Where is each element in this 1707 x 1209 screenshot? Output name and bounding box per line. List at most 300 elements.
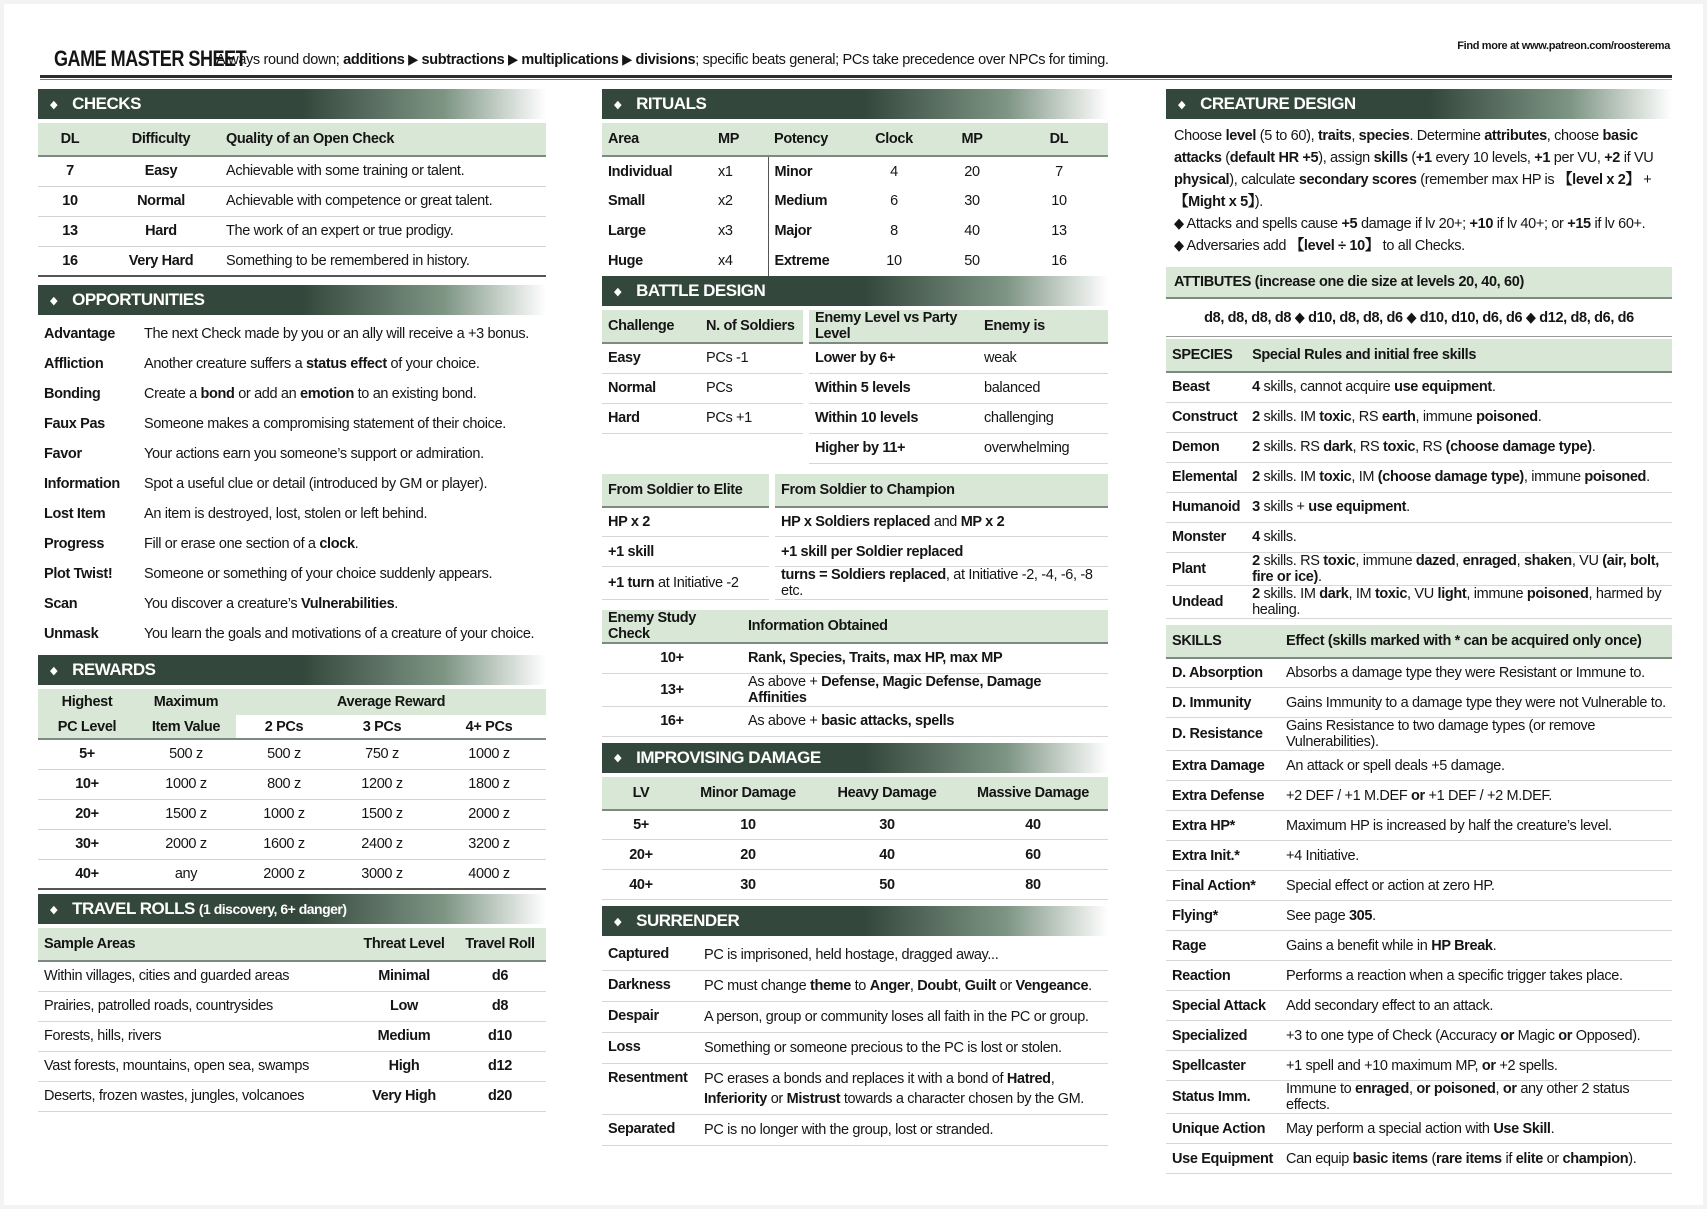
champion-cell — [772, 507, 1108, 537]
text-run: poisoned — [1584, 469, 1647, 485]
text-run: ◆ Adversaries add — [1174, 238, 1290, 254]
skill-name: D. Absorption — [1166, 658, 1280, 688]
diamond-icon: ◆ — [614, 285, 622, 298]
text-run: Create a — [144, 386, 201, 402]
text-run: skills + — [1259, 499, 1309, 515]
opportunity-effect — [138, 529, 546, 559]
text-run: , harmed by healing. — [1252, 585, 1662, 618]
species-name: Monster — [1166, 522, 1246, 552]
text-run: +1 skill — [608, 543, 654, 560]
text-run: . — [1088, 978, 1092, 994]
col-header: Item Value — [136, 715, 236, 739]
text-run: Use Skill — [1493, 1120, 1551, 1137]
opportunity-name: Scan — [44, 596, 78, 612]
col-header: MP — [712, 123, 768, 156]
skill-effect — [1280, 871, 1672, 901]
text-run: +1 — [1415, 150, 1432, 166]
species-row — [1166, 492, 1672, 522]
table-row — [38, 216, 546, 246]
dl-cell: 13 — [38, 216, 102, 246]
threat-cell: Low — [354, 991, 454, 1021]
text-run: , — [1351, 128, 1359, 144]
text-run: earth — [1381, 409, 1416, 425]
list-item — [602, 940, 1108, 971]
table-cell — [602, 433, 700, 463]
skill-effect — [1280, 718, 1672, 751]
skill-row — [1166, 841, 1672, 871]
list-item — [602, 1033, 1108, 1064]
skill-row — [1166, 751, 1672, 781]
table-cell: 7 — [1055, 163, 1063, 180]
skill-effect — [1280, 991, 1672, 1021]
text-run: light — [1437, 585, 1467, 602]
table-cell: Large — [608, 223, 646, 239]
study-dl-cell: 13+ — [602, 673, 742, 706]
quality-cell: Something to be remembered in history. — [220, 246, 546, 276]
roll-cell: d12 — [454, 1051, 546, 1081]
col-header: Threat Level — [354, 928, 454, 961]
table-row — [602, 343, 1108, 373]
skill-row — [1166, 718, 1672, 751]
species-row — [1166, 552, 1672, 585]
text-run: 2 — [1252, 469, 1260, 485]
text-run: to an existing bond. — [353, 386, 477, 402]
table-cell: 20 — [964, 163, 980, 180]
opportunity-effect — [138, 589, 546, 619]
table-cell: 8 — [890, 223, 898, 239]
text-run: You discover a creature’s — [144, 596, 301, 612]
col-header: Average Reward — [236, 689, 546, 715]
species-row — [1166, 522, 1672, 552]
opportunity-name: Favor — [44, 446, 82, 462]
text-run: at Initiative -2 — [654, 575, 739, 591]
table-cell: PCs -1 — [700, 343, 806, 373]
threat-cell: Medium — [354, 1021, 454, 1051]
skill-row — [1166, 931, 1672, 961]
text-run: +1 skill per Soldier replaced — [781, 543, 964, 560]
species-rules — [1246, 432, 1672, 462]
text-run: skills, cannot acquire — [1259, 379, 1395, 396]
table-cell: 6 — [890, 193, 898, 209]
text-run: default HR +5 — [1229, 150, 1319, 166]
text-run: Something or someone precious to the PC is lost or stolen. — [704, 1040, 1062, 1056]
species-rules — [1246, 552, 1672, 585]
table-cell: 3200 z — [432, 829, 546, 859]
text-run: any other 2 status effects. — [1286, 1081, 1630, 1113]
text-run: 2 — [1252, 585, 1260, 602]
threat-cell: High — [354, 1051, 454, 1081]
table-cell: 1000 z — [136, 769, 236, 799]
text-run: Absorbs a damage type they were Resistant or Immune to. — [1286, 664, 1645, 681]
list-item — [38, 529, 546, 559]
col-header: DL — [38, 123, 102, 156]
text-run: poisoned — [1476, 409, 1538, 425]
text-run: dazed — [1415, 552, 1456, 569]
rewards-table — [38, 689, 546, 890]
text-run: secondary scores — [1298, 172, 1417, 188]
skill-row — [1166, 871, 1672, 901]
text-run: PC is no longer with the group, lost or stranded. — [704, 1122, 994, 1138]
text-run: toxic — [1374, 585, 1408, 602]
text-run: theme — [809, 978, 851, 994]
header-rule — [40, 75, 1672, 78]
text-run: toxic — [1319, 409, 1352, 425]
table-cell: 50 — [964, 253, 980, 269]
table-cell: 60 — [958, 840, 1108, 870]
text-run: physical — [1174, 172, 1230, 188]
col-header: Heavy Damage — [816, 777, 958, 810]
text-run: +5 — [1341, 216, 1358, 232]
text-run: if lv 40+; or — [1493, 216, 1568, 232]
list-item — [602, 971, 1108, 1002]
text-run: . — [1550, 1120, 1555, 1137]
table-row — [602, 373, 1108, 403]
text-run: (5 to 60), — [1256, 128, 1318, 144]
table-cell: PCs — [700, 373, 806, 403]
battle-table — [602, 310, 1108, 464]
text-run: Another creature suffers a — [144, 356, 306, 372]
table-cell: Higher by 11+ — [806, 433, 978, 463]
table-cell: 800 z — [236, 769, 332, 799]
skill-name: Extra Init.* — [1166, 841, 1280, 871]
page-header — [54, 40, 1670, 78]
list-item — [602, 1115, 1108, 1146]
text-run: to all Checks. — [1378, 238, 1465, 254]
text-run: As above + — [748, 673, 822, 690]
list-item — [38, 379, 546, 409]
study-dl-cell: 16+ — [602, 706, 742, 736]
table-row — [38, 246, 546, 276]
area-cell: Deserts, frozen wastes, jungles, volcanoes — [38, 1081, 354, 1111]
species-name: Plant — [1166, 552, 1246, 585]
text-run: use equipment — [1394, 379, 1492, 396]
skill-effect — [1280, 961, 1672, 991]
skill-name: D. Resistance — [1166, 718, 1280, 751]
text-run: +1 DEF / +2 M.DEF. — [1424, 787, 1552, 804]
study-check-table — [602, 610, 1108, 737]
text-run: status effect — [305, 356, 387, 372]
table-row — [602, 433, 1108, 463]
text-run: PC erases a bonds and replaces it with a bond of — [704, 1071, 1007, 1087]
text-run: , immune — [1415, 409, 1477, 425]
area-cell: Within villages, cities and guarded areas — [38, 961, 354, 991]
surrender-table — [602, 940, 1108, 1146]
table-cell: Small — [608, 193, 645, 209]
skill-effect — [1280, 781, 1672, 811]
list-item — [38, 469, 546, 499]
text-run: . — [1491, 379, 1496, 396]
col-header: Sample Areas — [38, 928, 354, 961]
skill-name: Extra HP* — [1166, 811, 1280, 841]
text-run: towards a character chosen by the GM. — [840, 1091, 1084, 1107]
col-header: MP — [934, 123, 1010, 156]
text-run: , VU — [1571, 552, 1603, 569]
text-run: every 10 levels, — [1431, 150, 1535, 166]
col-header: LV — [602, 777, 680, 810]
skill-row — [1166, 1144, 1672, 1174]
roll-cell: d10 — [454, 1021, 546, 1051]
table-cell: 1000 z — [236, 799, 332, 829]
table-cell: 1500 z — [136, 799, 236, 829]
col-header: 2 PCs — [236, 715, 332, 739]
table-row — [602, 403, 1108, 433]
text-run: basic attacks — [1174, 128, 1638, 166]
table-row — [602, 643, 1108, 673]
table-cell: 2400 z — [332, 829, 432, 859]
skill-name: Extra Defense — [1166, 781, 1280, 811]
area-cell: Prairies, patrolled roads, countrysides — [38, 991, 354, 1021]
difficulty-cell: Normal — [102, 186, 220, 216]
skill-name: Rage — [1166, 931, 1280, 961]
skill-name: Status Imm. — [1166, 1081, 1280, 1114]
text-run: Magic — [1514, 1027, 1559, 1044]
difficulty-cell: Hard — [102, 216, 220, 246]
text-run: + — [1639, 172, 1652, 188]
table-row — [38, 186, 546, 216]
table-row — [38, 1081, 546, 1111]
text-run: Your actions earn you someone’s support or admiration. — [144, 446, 484, 462]
table-row — [602, 537, 1108, 567]
species-rules — [1246, 492, 1672, 522]
table-cell: 2000 z — [136, 829, 236, 859]
opportunities-table — [38, 319, 546, 649]
text-run: (choose damage type) — [1445, 439, 1592, 455]
text-run: Anger — [869, 978, 910, 994]
text-run: Hatred — [1006, 1071, 1051, 1087]
text-run: , RS — [1352, 439, 1384, 455]
skill-effect — [1280, 1144, 1672, 1174]
dl-cell: 7 — [38, 156, 102, 186]
diamond-icon: ◆ — [614, 915, 622, 928]
gm-sheet-page — [4, 4, 1703, 1205]
table-cell: 20+ — [602, 840, 680, 870]
opportunity-effect — [138, 319, 546, 349]
col-header: From Soldier to Champion — [772, 474, 1108, 507]
table-cell: 1200 z — [332, 769, 432, 799]
species-name: Humanoid — [1166, 492, 1246, 522]
travel-header: ◆ TRAVEL ROLLS (1 discovery, 6+ danger) — [38, 894, 546, 924]
col-header: Travel Roll — [454, 928, 546, 961]
skill-row — [1166, 1081, 1672, 1114]
text-run: poisoned — [1526, 585, 1589, 602]
creature-bullet — [1174, 213, 1664, 235]
table-row — [38, 769, 546, 799]
table-cell: x1 — [718, 163, 733, 180]
skill-row — [1166, 781, 1672, 811]
text-run: +2 DEF / +1 M.DEF — [1286, 787, 1412, 804]
text-run: Maximum HP is increased by half the creature’s level. — [1286, 817, 1612, 834]
table-cell: 40+ — [602, 870, 680, 900]
surrender-effect — [698, 940, 1108, 971]
table-cell: 16 — [1051, 253, 1067, 269]
surrender-name: Darkness — [602, 971, 698, 1002]
opportunity-name: Affliction — [44, 356, 104, 372]
text-run: You learn the goals and motivations of a creature of your choice. — [144, 626, 535, 642]
text-run: ◆ Attacks and spells cause — [1174, 216, 1342, 232]
skill-name: Specialized — [1166, 1021, 1280, 1051]
table-cell: 20+ — [38, 799, 136, 829]
text-run: See page — [1286, 907, 1349, 924]
diamond-icon: ◆ — [1178, 98, 1186, 111]
skill-name: Spellcaster — [1166, 1051, 1280, 1081]
text-run: , at Initiative -2, -4, -6, -8 etc. — [781, 567, 1093, 599]
text-run: basic items — [1352, 1150, 1428, 1167]
page-title: GAME MASTER SHEET — [54, 46, 247, 71]
opportunity-effect — [138, 619, 546, 649]
table-row — [38, 799, 546, 829]
species-rules — [1246, 585, 1672, 618]
opportunity-name: Progress — [44, 536, 105, 552]
table-cell: 20 — [680, 840, 816, 870]
patreon-link[interactable]: Find more at www.patreon.com/roosterema — [1457, 40, 1670, 52]
col-header: Highest — [38, 689, 136, 715]
column-middle — [602, 89, 1108, 1146]
skill-effect — [1280, 751, 1672, 781]
table-cell: Individual — [608, 163, 673, 180]
text-run: 3 — [1252, 499, 1260, 515]
text-run: , — [957, 978, 965, 994]
text-run: level — [1225, 128, 1257, 144]
text-run: , — [1050, 1071, 1055, 1087]
text-run: per VU, — [1550, 150, 1605, 166]
col-header: DL — [1010, 123, 1108, 156]
table-cell: PCs +1 — [700, 403, 806, 433]
table-cell: 40+ — [38, 859, 136, 889]
skill-row — [1166, 1021, 1672, 1051]
text-run: Inferiority — [704, 1091, 768, 1107]
species-name: Beast — [1166, 372, 1246, 402]
text-run: . — [354, 536, 359, 552]
area-cell: Forests, hills, rivers — [38, 1021, 354, 1051]
text-run: (remember max HP is — [1416, 172, 1559, 188]
skill-name: Special Attack — [1166, 991, 1280, 1021]
creature-rules — [1166, 123, 1672, 257]
text-run: and — [930, 513, 961, 530]
text-run: . — [1591, 439, 1596, 455]
list-item — [38, 499, 546, 529]
quality-cell: Achievable with some training or talent. — [220, 156, 546, 186]
text-run: , IM — [1348, 585, 1375, 602]
quality-cell: Achievable with competence or great talent. — [220, 186, 546, 216]
text-run: Fill or erase one section of a — [144, 536, 320, 552]
table-cell: 30 — [816, 810, 958, 840]
text-run: +10 — [1469, 216, 1494, 232]
text-run: ). — [1254, 194, 1263, 210]
text-run: An attack or spell deals +5 damage. — [1286, 757, 1505, 774]
text-run: basic attacks, spells — [821, 713, 955, 729]
text-run: Special effect or action at zero HP. — [1286, 877, 1495, 894]
damage-table — [602, 777, 1108, 901]
text-run: Opposed). — [1572, 1027, 1641, 1044]
table-row — [602, 840, 1108, 870]
text-run: traits — [1317, 128, 1352, 144]
col-header: SPECIES — [1166, 339, 1246, 372]
attributes-header: ATTIBUTES (increase one die size at levels 20, 40, 60) — [1166, 267, 1672, 299]
species-table — [1166, 339, 1672, 619]
text-run: 2 — [1252, 409, 1260, 425]
opportunity-effect — [138, 409, 546, 439]
text-run: HP x Soldiers replaced — [781, 513, 931, 530]
col-header: Effect (skills marked with * can be acquired only once) — [1280, 625, 1672, 658]
skills-table — [1166, 625, 1672, 1175]
table-cell: 4 — [890, 163, 898, 180]
table-cell: Huge — [608, 253, 643, 269]
diamond-icon: ◆ — [50, 664, 58, 677]
table-cell: 10+ — [38, 769, 136, 799]
table-cell: 5+ — [38, 739, 136, 769]
col-header: 3 PCs — [332, 715, 432, 739]
table-cell: 50 — [816, 870, 958, 900]
list-item — [38, 319, 546, 349]
column-left — [38, 89, 546, 1112]
column-right — [1166, 89, 1672, 1174]
species-rules — [1246, 462, 1672, 492]
opportunity-effect — [138, 379, 546, 409]
skill-effect — [1280, 658, 1672, 688]
list-item — [602, 1064, 1108, 1115]
table-row — [38, 829, 546, 859]
damage-header: ◆ IMPROVISING DAMAGE — [602, 743, 1108, 773]
text-run: attributes — [1484, 128, 1547, 144]
dl-cell: 10 — [38, 186, 102, 216]
skill-row — [1166, 658, 1672, 688]
table-row — [602, 706, 1108, 736]
skill-name: Final Action* — [1166, 871, 1280, 901]
text-run: , — [1495, 1081, 1503, 1097]
table-cell: challenging — [978, 403, 1108, 433]
text-run: or — [1558, 1027, 1573, 1044]
skill-effect — [1280, 1051, 1672, 1081]
champion-cell — [772, 537, 1108, 567]
text-run: ), assign — [1318, 150, 1374, 166]
text-run: Rank, Species, Traits, max HP, max MP — [748, 650, 1003, 667]
text-run: if — [1501, 1150, 1516, 1167]
diamond-icon: ◆ — [614, 98, 622, 111]
col-header: Clock — [854, 123, 934, 156]
checks-header: ◆ CHECKS — [38, 89, 546, 119]
text-run: 【Might x 5】 — [1174, 194, 1255, 210]
text-run: or — [767, 1091, 787, 1107]
skill-name: Flying* — [1166, 901, 1280, 931]
table-row — [602, 246, 1108, 276]
species-name: Construct — [1166, 402, 1246, 432]
text-run: or — [1481, 1057, 1496, 1074]
table-cell: weak — [978, 343, 1108, 373]
skill-name: Unique Action — [1166, 1114, 1280, 1144]
roll-cell: d20 — [454, 1081, 546, 1111]
text-run: , immune — [1355, 552, 1416, 569]
table-cell: 1500 z — [332, 799, 432, 829]
text-run: , VU — [1407, 585, 1438, 602]
text-run: clock — [319, 536, 355, 552]
skill-row — [1166, 688, 1672, 718]
text-run: 【level x 2】 — [1558, 172, 1640, 188]
text-run: Add secondary effect to an attack. — [1286, 997, 1494, 1014]
table-cell: Easy — [602, 343, 700, 373]
skill-effect — [1280, 1021, 1672, 1051]
opportunities-header: ◆ OPPORTUNITIES — [38, 285, 546, 315]
table-row — [38, 991, 546, 1021]
species-row — [1166, 462, 1672, 492]
list-item — [38, 619, 546, 649]
text-run: Choose — [1174, 128, 1226, 144]
text-run: The next Check made by you or an ally will receive a +3 bonus. — [144, 326, 529, 342]
text-run: 4 — [1252, 529, 1260, 545]
opportunity-name: Faux Pas — [44, 416, 105, 432]
text-run: . — [1406, 499, 1410, 515]
col-header: Potency — [768, 123, 854, 156]
table-row — [602, 810, 1108, 840]
